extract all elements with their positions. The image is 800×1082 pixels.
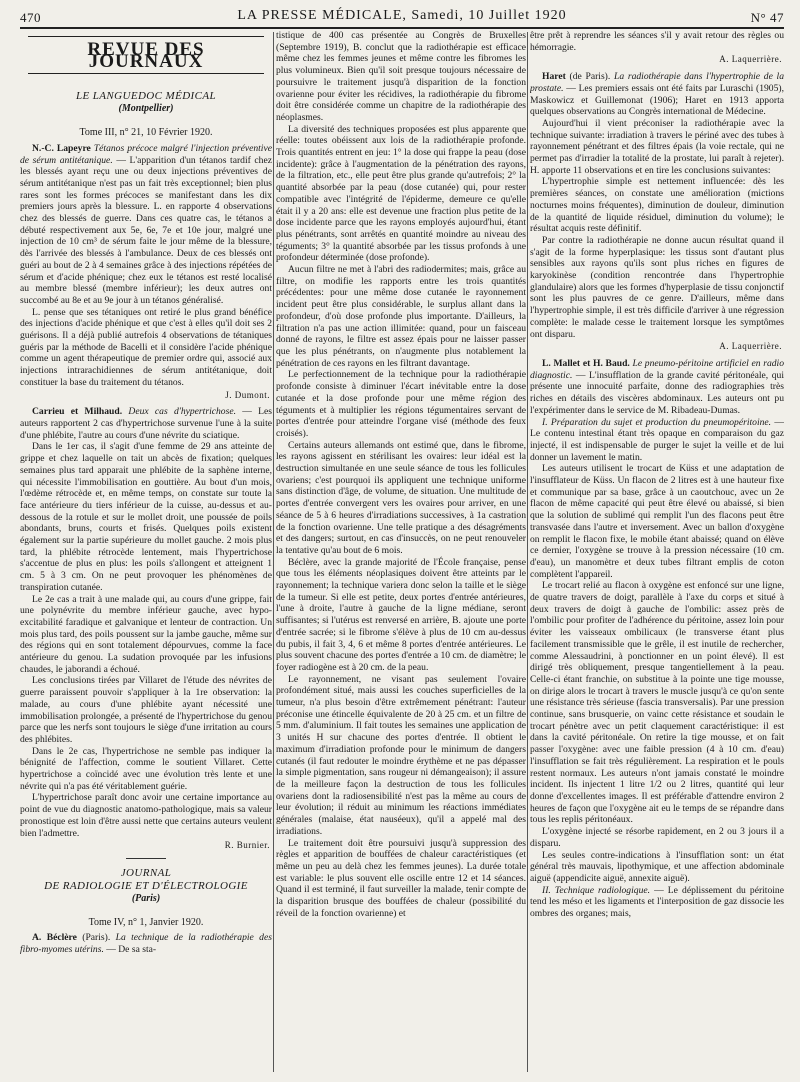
journal-city-languedoc: (Montpellier) xyxy=(118,103,174,115)
article-signature: A. Laquerrière. xyxy=(719,341,782,352)
article-text: — De sa sta- xyxy=(106,944,157,956)
column-divider-2 xyxy=(527,32,528,1072)
journal-issue-radiologie: Tome IV, n° 1, Janvier 1920. xyxy=(88,916,204,928)
article-paragraph: Le rayonnement, ne visant pas seulement l'ovaire profondément situé, mais aussi les couches superficielles de la tumeur, n'a plus besoin d'être extrêmement pénétrant: l'auteur préconise une étincelle équivalente de 20 à 25 cm. et un filtre de 5 mm. d'aluminium. Il fait toutes les semaines une application de 3 unités H sur chacune des portes d'entrée. Il obtient le maximum d'irradiation profonde pour le minimum de dangers cutanés (il faut redouter le moindre érythème et ne pas dépasser la simple pigmentation, sans rougeur ni démangeaison); il assure de la meilleure façon la destruction de tous les follicules ovariens dont la radiosensibilité n'est pas la même au cours de leur évolution; il réduit au minimum les réactions immédiates générales (malaise, état nauséeux), qu'il a appelé mal des irradiations. xyxy=(276,673,526,837)
column-3 xyxy=(530,30,784,920)
article-subsection xyxy=(530,885,784,920)
column-2 xyxy=(276,30,526,919)
article-text: — L'apparition d'un tétanos tardif chez les blessés ayant reçu une ou deux injections préventives de sérum antitétanique n'est pas un fait très exceptionnel; bien plus rares sont les formes précoces se manifestant dans les dix premiers jours après la blessure. L. en rapporte 4 observations chez des blessés de guerre. Dans ces quatre cas, le tétanos a débuté respectivement aux 5e, 6e, 7e et 10e jour, malgré une injection de 10 cm³ de sérum faite le jour même de la blessure, dès l'arrivée des blessés à l'ambulance. Deux de ces blessés ont guéri au bout de 2 à 4 semaines grâce à des injections répétées de sérum et d'acide phénique; chez eux le tétanos est resté localisé au membre blessé (membre inférieur); les deux autres ont succombé au 8e et au 9e jour à un tétanos généralisé. xyxy=(20,154,272,306)
article-signature: J. Dumont. xyxy=(225,389,270,400)
article-text: — Le contenu intestinal étant très opaque en comparaison du gaz injecté, il est indispensable de purger le sujet la veille et de lui donner un lavement le matin. xyxy=(530,416,784,463)
newspaper-masthead: LA PRESSE MÉDICALE, Samedi, 10 Juillet 1920 xyxy=(237,8,567,23)
article-paragraph: Par contre la radiothérapie ne donne aucun résultat quand il s'agit de la forme hyperplasique: les tissus sont d'autant plus sensibles aux rayons qu'ils sont plus riches en figures de karyokinèse (condition rencontrée dans l'hypertrophie glandulaire) alors que les formes d'hyperplasie de tissu conjonctif sont les plus pauvres de ce genre. D'ailleurs, même dans l'hypertrophie simple, il est très difficile d'arriver à une régression complète: le malade cesse le traitement lorsque les symptômes ont disparu. xyxy=(530,234,784,340)
article-paragraph: Dans le 1er cas, il s'agit d'une femme de 29 ans atteinte de grippe et chez laquelle on tait un abcès de fixation; quelques semaines plus tard apparait une phlébite de la saphène interne, qui nécessite l'immobilisation en gouttière. Au bout d'un mois, l'œdème rétrocède et, en même temps, on constate sur toute la face antérieure du tiers inférieur de la cuisse, au-dessus et au-dessous de la rotule et sur le mollet droit, une poussée de poils abondants, bruns, courts et frisés. Quelques poils existent également sur la partie supérieure du mollet gauche. 2 mois plus tard, la phlébite rétrocède lentement, mais l'hypertrichose s'accentue de plus en plus: les poils s'allongent et atteignent 1 cm. 5 à 3 cm. On ne peut provoquer les phénomènes de transpiration cutanée. xyxy=(20,441,272,593)
article-title: La technique de la radiothérapie des fibro-myomes utérins. xyxy=(20,932,272,956)
article-signature: A. Laquerrière. xyxy=(719,54,782,65)
column-1 xyxy=(20,36,272,956)
article-signature: R. Burnier. xyxy=(224,840,270,851)
article-paragraph: Les conclusions tirées par Villaret de l'étude des névrites de guerre paraissent pouvoir s'appliquer à la 1re observation: la malade, au cours d'une phlébite ayant nécessité une immobilisation prolongée, a présenté de l'hypertrichose du genou parce que les nerfs sont toujours le siège d'une irritation au cours des phlébites. xyxy=(20,675,272,745)
article-carrieu-milhaud xyxy=(20,406,272,441)
article-paragraph: Certains auteurs allemands ont estimé que, dans le fibrome, les rayons agissent en stérilisant les ovaires: leur idéal est la destruction simultanée en une seule séance de tous les follicules ovariens; c'est pourquoi ils appliquent une technique uniforme sans distinction d'âge, de volume, de situation. Une multitude de portes d'entrée convergent vers les ovaires pour arriver, en une séance de 5 à 6 heures d'irradiations successives, à 1a castration de la fonction ovarienne. Une telle pratique a des désagréments et des dangers; surtout, en cas d'insuccès, on ne peut renouveler la tentative qu'au bout de 6 mois. xyxy=(276,439,526,556)
article-text: — Les auteurs rapportent 2 cas d'hypertrichose survenue l'une à la suite d'une phlébite, l'autre au cours d'une névrite du sciatique. xyxy=(20,406,272,441)
article-paragraph: Le perfectionnement de la technique pour la radiothérapie profonde consiste à diminuer l'écart inévitable entre la dose cutanée et la dose profonde pour une même région des téguments et à multiplier les régions tégumentaires servant de portes d'entrée pour atteindre l'organe visé (méthode des feux croisés). xyxy=(276,369,526,439)
article-title: Deux cas d'hypertrichose. xyxy=(128,406,236,418)
article-author: Haret xyxy=(542,71,566,83)
article-paragraph: Le 2e cas a trait à une malade qui, au cours d'une grippe, fait une polynévrite du membre inférieur gauche, avec hypo-excitabilité faradique et galvanique et lenteur de contraction. Un mois plus tard, des poils poussent sur la jambe gauche, même sur des régions qui en sont totalement dépourvues, comme la face antérieure du genou. La sudation provoquée par les infusions chaudes, le jaborandi a échoué. xyxy=(20,593,272,675)
issue-number: N° 47 xyxy=(750,10,784,25)
article-author-city: (de Paris). xyxy=(569,71,611,83)
article-author: L. Mallet et H. Baud. xyxy=(542,357,630,369)
article-paragraph: L. pense que ses tétaniques ont retiré le plus grand bénéfice des injections d'acide phénique et que c'est à elles qu'il doit ses 2 guérisons. Il a déjà publié autrefois 4 observations de tétaniques guéris par la méthode de Bacelli et il considère l'acide phénique comme un agent thérapeutique de premier ordre qui, associé aux injections intrarachidiennes de sérum antitétanique, doit constituer la base du traitement du tétanos. xyxy=(20,306,272,388)
article-title: Le pneumo-péritoine artificiel en radio diagnostic. xyxy=(530,357,784,381)
journal-city-radiologie: (Paris) xyxy=(131,893,161,904)
journal-name-radiologie-line2: DE RADIOLOGIE ET D'ÉLECTROLOGIE xyxy=(44,880,248,892)
article-paragraph: Aujourd'hui il vient préconiser la radiothérapie avec la technique suivante: irradiation à travers le périné avec des tubes à rayonnement pénétrant et des filtres épais (la voie rectale, qui ne permet pas d'irradier la totalité de la prostate, lui paraît à rejeter). H. apporte 11 observations et en tire les conclusions suivantes: xyxy=(530,117,784,176)
journal-name-languedoc: LE LANGUEDOC MÉDICAL xyxy=(75,90,216,103)
article-author: Carrieu et Milhaud. xyxy=(32,406,123,418)
article-subsection xyxy=(530,417,784,464)
article-paragraph: Béclère, avec la grande majorité de l'École française, pense que tous les éléments néoplasiques doivent être atteints par le rayonnement; la technique variera donc selon la taille et le siège de la tumeur. Si elle est petite, deux portes d'entrée antérieures, l'une à droite, l'autre à gauche de la ligne médiane, seront suffisantes; si l'utérus est renversé en arrière, B. ajoute une porte d'entrée sacrée; si le fibrome s'élève à plus de 10 cm au-dessus du pubis, il fait 3, 4, 6 et même 8 portes d'entrée antérieures. Le plus souvent chacune des portes d'entrée a 10 cm. de diamètre; le foyer radiogène est à 20 cm. de la peau. xyxy=(276,556,526,673)
journal-name-radiologie-line1: JOURNAL xyxy=(120,867,172,879)
article-paragraph: Le trocart relié au flacon à oxygène est enfoncé sur une ligne, de quatre travers de doigt, parallèle à l'axe du corps et situé à deux travers de doigt à gauche de l'ombilic: assez près de l'ombilic pour profiter de l'adhérence du péritoine, assez loin pour éviter les vaisseaux ombilicaux (le transverse étant plus facilement transmissible que le grêle, il est inutile de rechercher, comme Alessaudrini, à ponctionner en un point élevé). Il est dirigé très obliquement, presque tangentiellement à la peau. Celle-ci étant franchie, on substitue à la pointe une tige mousse, on dirige alors le trocart à travers le muscle jusqu'à ce qu'on sente une résistance très sérieuse (fascia transversalis). Par une pression continue, sans brusquerie, on vainc cette résistance et soudain le trocart pénètre avec un petit claquement caractéristique: il est dans la cavité péritonéale. On retire la tige mousse, et on fait passer l'oxygène: avec une faible pression (4 à 10 cm. d'eau) l'insufflation se fait très régulièrement. La respiration et le pouls restent normaux. Les auteurs n'ont jamais constaté le moindre incident. Ils injectent 1 litre 1/2 ou 2 litres, quantité qui leur donne d'excellentes images. Il est préférable d'attendre environ 2 heures de façon que l'oxygène ait eu le temps de se répandre dans tous les replis péritonéaux. xyxy=(530,580,784,826)
article-paragraph: La diversité des techniques proposées est plus apparente que réelle: toutes obéissent aux lois de la radiothérapie profonde. Trois quantités entrent en jeu: 1° la dose qui frappe la peau (dose incidente): grâce à l'augmentation de la pénétration des rayons, de la filtration, etc., elle peut être plus grande qu'autrefois; 2° la quantité absorbée par la peau (dose cutanée) qui, pour rester compatible avec l'intégrité de l'épiderme, demeure ce qu'elle était il y a 20 ans: elle est devenue une fraction plus petite de la dose incidente parce que les rayons employés aujourd'hui, étant plus pénétrants, sont arrêtés en quantité moindre au niveau des téguments; 3° la quantité absorbée par les tissus profonds à une profondeur déterminée (dose profonde). xyxy=(276,123,526,264)
article-paragraph: L'oxygène injecté se résorbe rapidement, en 2 ou 3 jours il a disparu. xyxy=(530,826,784,849)
article-paragraph: Les auteurs utilisent le trocart de Küss et une adaptation de l'insufflateur de Küss. Un flacon de 2 litres est à une hauteur fixe et communique par sa base, grâce à un caoutchouc, avec un 2e flacon de même capacité qui peut être élevé ou abaissé, si bien que la solution de sublimé qui remplit l'un des flacons peut être transvasée dans l'autre et inversement. Avec un ballon d'oxygène on remplit le flacon fixe, le mobile étant abaissé; quand on élève ce dernier, l'oxygène se trouve à la pression nécessaire (10 cm. d'eau), un manomètre et deux tubes filtrant emplis de coton complètent l'appareil. xyxy=(530,463,784,580)
section-title: REVUE DES JOURNAUX xyxy=(28,36,264,74)
article-author-city: (Paris). xyxy=(82,932,111,944)
article-text: — L'insufflation de la grande cavité péritonéale, qui présente une innocuité parfaite, donne des radiographies très riches en détails des viscères abdominaux. Les auteurs ont pu l'expérimenter dans le service de M. Ribadeau-Dumas. xyxy=(530,369,784,416)
page-number-left: 470 xyxy=(20,10,41,25)
column-divider-1 xyxy=(273,32,274,1072)
article-title: Tétanos précoce malgré l'injection préventive de sérum antitétanique. xyxy=(20,142,272,166)
page-header xyxy=(20,4,784,28)
article-paragraph: L'hypertrichose paraît donc avoir une certaine importance au point de vue du diagnostic anatomo-pathologique, mais sa valeur pronostique est loin d'être aussi nette que certains auteurs veulent bien l'admettre. xyxy=(20,792,272,839)
article-paragraph: tistique de 400 cas présentée au Congrès de Bruxelles (Septembre 1919), B. conclut que la radiothérapie est efficace même chez les femmes jeunes et même contre les fibromes les plus volumineux. Bien qu'il soit presque toujours nécessaire de poursuivre le traitement jusqu'à disparition de la fonction ovarienne pour éviter les récidives, la radiothérapie du fibrome doit être considérée comme un chapitre de la radiothérapie des néoplasmes. xyxy=(276,30,526,123)
article-text: — Le déplissement du péritoine tend les méso et les ligaments et l'interposition de gaz dissocie les ombres des organes; mais, xyxy=(530,884,784,920)
separator-rule xyxy=(126,858,166,859)
article-paragraph: Le traitement doit être poursuivi jusqu'à suppression des règles et apparition de bouffées de chaleur caractéristiques (et même un peu au delà chez les femmes jeunes). La durée totale est variable: le plus souvent elle oscille entre 12 et 14 séances. Quand il est terminé, il faut surveiller la malade, tenir compte de la disparition brusque des bouffées de chaleur (possibilité du réveil de la fonction ovarienne) et xyxy=(276,837,526,919)
article-paragraph: Aucun filtre ne met à l'abri des radiodermites; mais, grâce au filtre, on modifie les rapports entre les trois quantités précédentes: pour une même dose cutanée le rayonnement incident peut être plus considérable, le surplus allant dans la profondeur, d'où dose profonde plus importante. D'ailleurs, la filtration n'a pas une action illimitée: quand, pour un faisceau donné de rayons, le filtre est assez épais pour ne laisser passer que les plus pénétrants, on n'augmente plus notablement la pénétration de ces rayons en les filtrant davantage. xyxy=(276,264,526,369)
header-rule xyxy=(20,27,784,29)
article-beclere xyxy=(20,932,272,955)
subsection-title: I. Préparation du sujet et production du pneumopéritoine. xyxy=(542,416,772,428)
article-paragraph: L'hypertrophie simple est nettement influencée: dès les premières séances, on constate une amélioration (mictions nocturnes moins fréquentes), diminution de douleur, diminution de la quantité de liquide résiduel, diminution du volume); le résultat acquis reste définitif. xyxy=(530,176,784,235)
article-author: N.-C. Lapeyre xyxy=(32,142,91,154)
article-mallet-baud xyxy=(530,358,784,417)
journal-issue-languedoc: Tome III, n° 21, 10 Février 1920. xyxy=(79,127,213,139)
article-paragraph: être prêt à reprendre les séances s'il y avait retour des règles ou hémorragie. xyxy=(530,30,784,53)
article-paragraph: Dans le 2e cas, l'hypertrichose ne semble pas indiquer la bénignité de l'affection, comme le soutient Villaret. Cette hypertrichose a coïncidé avec une évolution très lente et une névrite qui n'a pas été véritablement guérie. xyxy=(20,745,272,792)
article-text: — Les premiers essais ont été faits par Luraschi (1905), Maskowicz et Guillemonat (1906); Haret en 1913 apporta quelques observations au Congrès international de Médecine. xyxy=(530,82,784,118)
article-paragraph: Les seules contre-indications à l'insufflation sont: un état général très mauvais, lipothymique, et une affection abdominale aiguë (appendicite aiguë, annexite aiguë). xyxy=(530,849,784,884)
article-title: La radiothérapie dans l'hypertrophie de la prostate. xyxy=(530,71,784,94)
article-author: A. Béclère xyxy=(32,932,77,944)
article-lapeyre xyxy=(20,143,272,307)
article-haret xyxy=(530,71,784,118)
subsection-title: II. Technique radiologique. xyxy=(542,884,651,896)
